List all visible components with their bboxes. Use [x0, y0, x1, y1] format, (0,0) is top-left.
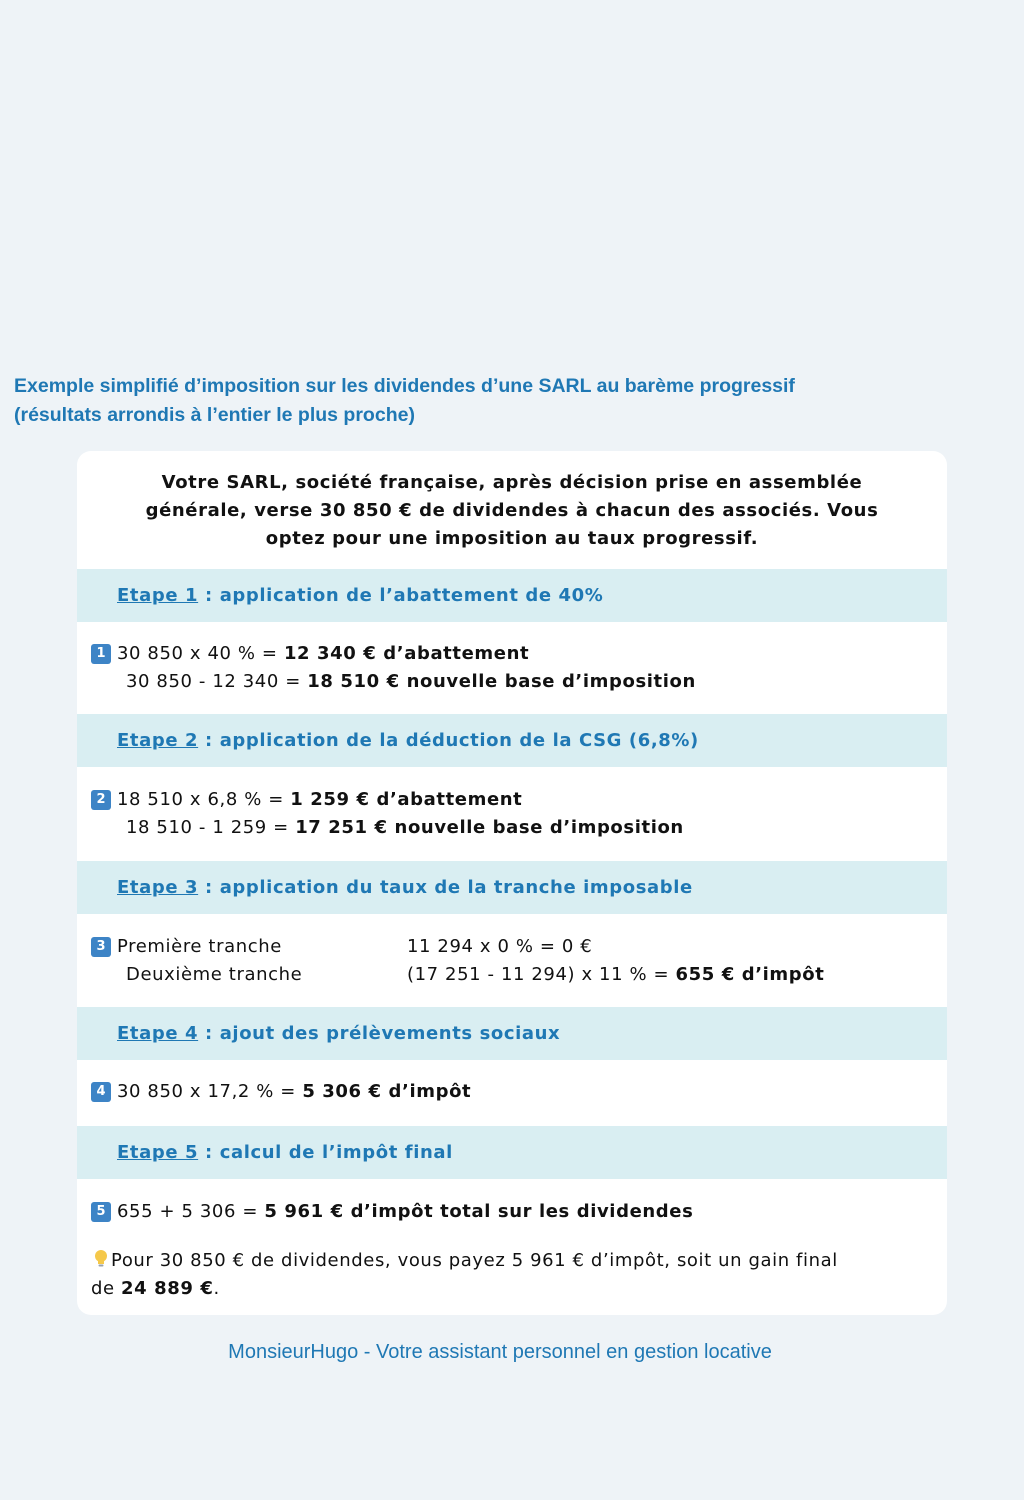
- second-bracket-calc: (17 251 - 11 294) x 11 % =: [407, 964, 676, 985]
- step-3-label: application du taux de la tranche imposable: [219, 877, 693, 898]
- title-line-1: Exemple simplifié d’imposition sur les dividendes d’une SARL au barème progressif: [14, 375, 795, 397]
- block-1-result-2: 18 510 € nouvelle base d’imposition: [307, 671, 696, 692]
- first-bracket-calc: 11 294 x 0 % = 0 €: [407, 936, 593, 957]
- number-5-icon: 5: [91, 1202, 111, 1222]
- block-1-result-1: 12 340 € d’abattement: [283, 643, 530, 664]
- step-4-header: [77, 1007, 947, 1060]
- block-2-calc-1: 18 510 x 6,8 % =: [117, 789, 291, 810]
- block-1-line-1: [91, 640, 529, 668]
- second-bracket-label: Deuxième tranche: [126, 964, 303, 985]
- step-3-link[interactable]: Etape 3: [117, 877, 199, 898]
- step-4-label: ajout des prélèvements sociaux: [219, 1023, 561, 1044]
- block-2-result-2: 17 251 € nouvelle base d’imposition: [295, 817, 684, 838]
- block-5-calc: 655 + 5 306 =: [117, 1201, 265, 1222]
- page-title: [14, 372, 1004, 430]
- lightbulb-icon: [91, 1247, 111, 1275]
- intro-line-1: Votre SARL, société française, après décision prise en assemblée: [161, 472, 863, 493]
- number-1-icon: 1: [91, 644, 111, 664]
- block-2-calc-2: 18 510 - 1 259 =: [126, 817, 296, 838]
- step-5-label: calcul de l’impôt final: [219, 1142, 453, 1163]
- step-3-header: [77, 861, 947, 914]
- example-card: [77, 451, 947, 1315]
- block-3-row-1-calc: [407, 933, 592, 961]
- block-1-line-2: [126, 668, 696, 696]
- block-1-calc-2: 30 850 - 12 340 =: [126, 671, 308, 692]
- step-3-text: [117, 861, 693, 914]
- step-1-header: [77, 569, 947, 622]
- step-1-separator: :: [198, 585, 220, 606]
- summary-text-1: Pour 30 850 € de dividendes, vous payez 5 961 € d’impôt, soit un gain final: [111, 1250, 838, 1271]
- summary-text-2: de: [91, 1278, 122, 1299]
- step-5-header: [77, 1126, 947, 1179]
- number-3-icon: 3: [91, 937, 111, 957]
- step-4-text: [117, 1007, 560, 1060]
- step-1-label: application de l’abattement de 40%: [219, 585, 604, 606]
- step-5-link[interactable]: Etape 5: [117, 1142, 199, 1163]
- step-2-link[interactable]: Etape 2: [117, 730, 199, 751]
- block-3-row-2-label: [126, 961, 302, 989]
- block-3-row-1-label: [91, 933, 282, 961]
- block-2-result-1: 1 259 € d’abattement: [290, 789, 523, 810]
- number-2-icon: 2: [91, 790, 111, 810]
- block-4-calc: 30 850 x 17,2 % =: [117, 1081, 303, 1102]
- intro-paragraph: [137, 469, 887, 553]
- footer-tagline: MonsieurHugo - Votre assistant personnel en gestion locative: [228, 1341, 772, 1363]
- block-2-line-1: [91, 786, 522, 814]
- block-4-line: [91, 1078, 471, 1106]
- block-5-result: 5 961 € d’impôt total sur les dividendes: [264, 1201, 694, 1222]
- second-bracket-result: 655 € d’impôt: [675, 964, 825, 985]
- step-1-link[interactable]: Etape 1: [117, 585, 199, 606]
- intro-line-3: optez pour une imposition au taux progressif.: [265, 528, 759, 549]
- title-line-2: (résultats arrondis à l’entier le plus proche): [14, 404, 415, 426]
- block-4-result: 5 306 € d’impôt: [302, 1081, 472, 1102]
- step-2-separator: :: [198, 730, 220, 751]
- step-4-separator: :: [198, 1023, 220, 1044]
- step-4-link[interactable]: Etape 4: [117, 1023, 199, 1044]
- block-5-line: [91, 1198, 693, 1226]
- step-1-text: [117, 569, 603, 622]
- step-2-label: application de la déduction de la CSG (6,8%): [219, 730, 699, 751]
- number-4-icon: 4: [91, 1082, 111, 1102]
- summary-text-end: .: [213, 1278, 220, 1299]
- step-5-separator: :: [198, 1142, 220, 1163]
- step-2-header: [77, 714, 947, 767]
- block-1-calc-1: 30 850 x 40 % =: [117, 643, 284, 664]
- summary-line-1: [91, 1247, 838, 1275]
- step-2-text: [117, 714, 699, 767]
- block-3-row-2-calc: [407, 961, 824, 989]
- first-bracket-label: Première tranche: [117, 936, 282, 957]
- step-5-text: [117, 1126, 453, 1179]
- intro-line-2: générale, verse 30 850 € de dividendes à chacun des associés. Vous: [145, 500, 879, 521]
- final-gain-value: 24 889 €: [121, 1278, 214, 1299]
- block-2-line-2: [126, 814, 684, 842]
- summary-line-2: [91, 1275, 220, 1303]
- step-3-separator: :: [198, 877, 220, 898]
